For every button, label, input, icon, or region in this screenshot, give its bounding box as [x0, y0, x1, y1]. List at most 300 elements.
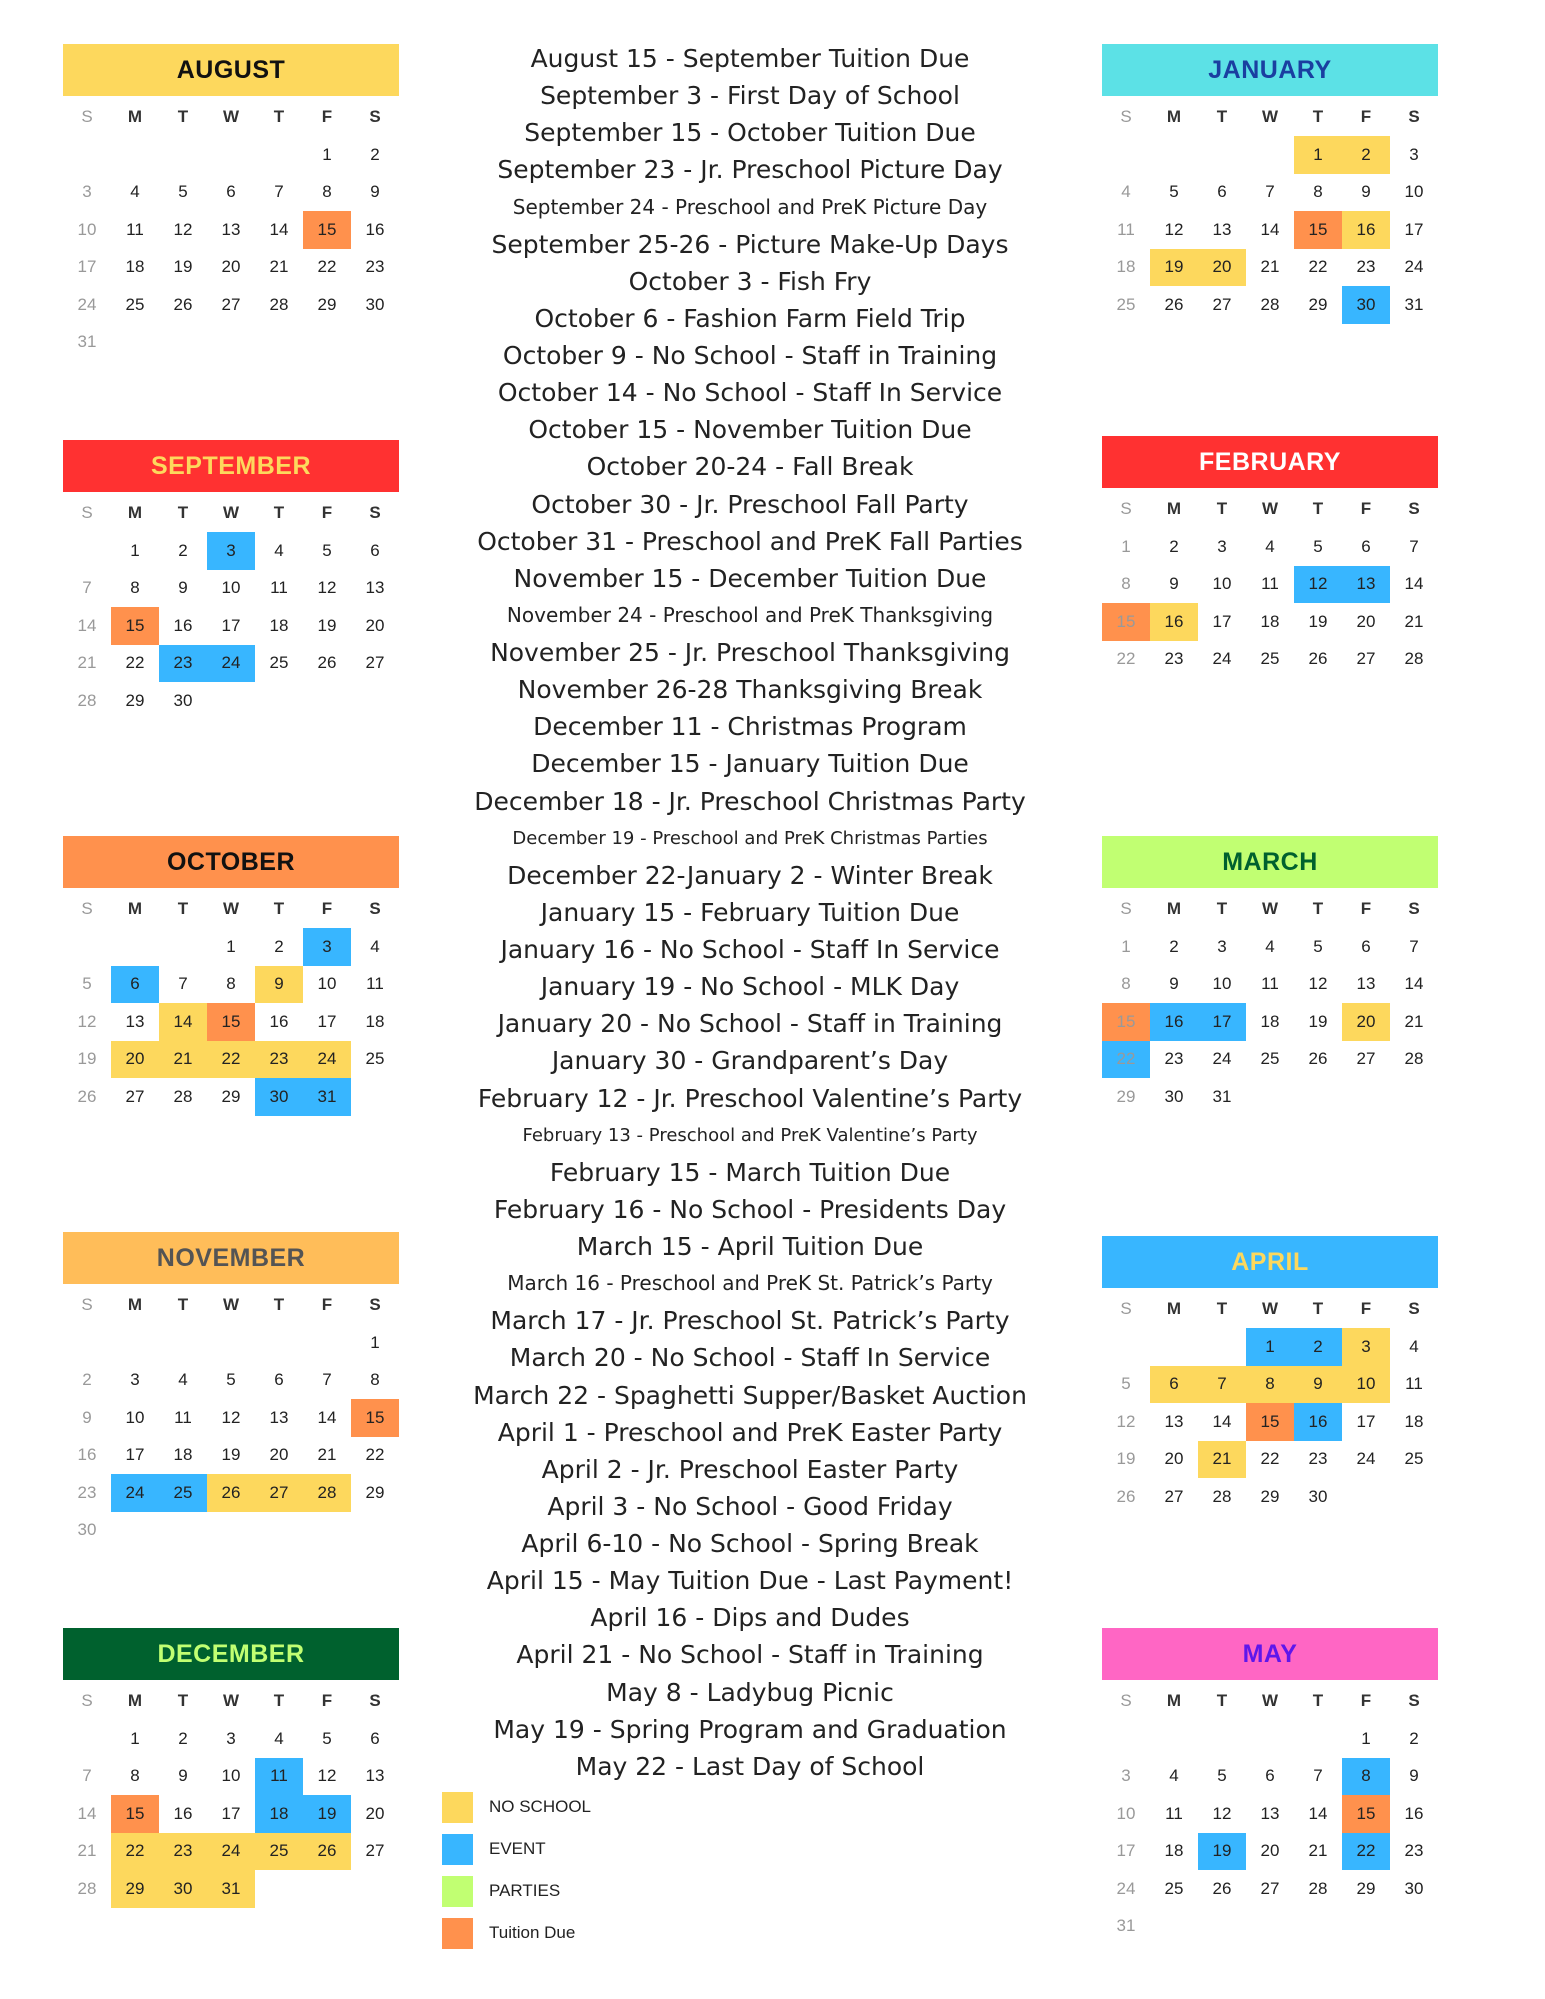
day-cell: 31 [207, 1870, 255, 1908]
day-cell: 14 [1404, 574, 1424, 594]
day-cell: 17 [1212, 611, 1232, 631]
event-item: December 22-January 2 - Winter Break [507, 860, 993, 890]
day-cell: 13 [1342, 566, 1390, 604]
day-cell: 25 [125, 294, 145, 314]
weekday-header [63, 1290, 399, 1320]
day-cell: 14 [269, 219, 289, 239]
day-cell: 27 [1212, 294, 1232, 314]
weekday-header [63, 498, 399, 528]
day-cell: 17 [221, 1803, 241, 1823]
month-title: OCTOBER [63, 836, 399, 888]
day-cell: 24 [207, 1833, 255, 1871]
month-title: SEPTEMBER [63, 440, 399, 492]
weekday-label: W [1261, 899, 1279, 918]
empty-cell [1246, 1720, 1294, 1758]
day-cell: 10 [1212, 974, 1232, 994]
day-cell: 19 [77, 1049, 97, 1069]
empty-cell [1102, 1328, 1150, 1366]
day-cell: 1 [1121, 936, 1131, 956]
day-cell: 8 [1342, 1758, 1390, 1796]
day-cell: 14 [77, 1803, 97, 1823]
day-cell: 2 [1294, 1328, 1342, 1366]
day-cell: 21 [317, 1445, 337, 1465]
day-cell: 8 [130, 1766, 140, 1786]
day-cell: 12 [317, 578, 337, 598]
weekday-label: T [177, 503, 189, 522]
weekday-label: F [1360, 1299, 1372, 1318]
day-cell: 14 [1404, 974, 1424, 994]
day-cell: 2 [82, 1370, 92, 1390]
weekday-label: T [1312, 1299, 1324, 1318]
event-item: January 19 - No School - MLK Day [540, 972, 960, 1002]
weekday-label: F [321, 899, 333, 918]
month-february [1102, 436, 1438, 678]
day-cell: 7 [82, 578, 92, 598]
weekday-label: S [1120, 899, 1132, 918]
day-cell: 18 [1260, 611, 1280, 631]
day-cell: 16 [1342, 211, 1390, 249]
month-december [63, 1628, 399, 1908]
weekday-label: M [127, 503, 143, 522]
day-cell: 29 [1356, 1878, 1376, 1898]
day-cell: 26 [77, 1086, 97, 1106]
weekday-label: M [1166, 899, 1182, 918]
day-cell: 29 [125, 690, 145, 710]
day-cell: 22 [1308, 257, 1328, 277]
day-cell: 26 [303, 1833, 351, 1871]
event-item: September 24 - Preschool and PreK Picture Day [512, 194, 988, 219]
weekday-label: S [1120, 1299, 1132, 1318]
weekday-header [63, 894, 399, 924]
day-cell: 25 [1164, 1878, 1184, 1898]
day-cell: 9 [82, 1407, 92, 1427]
weekday-label: S [1120, 499, 1132, 518]
day-cell: 27 [125, 1086, 145, 1106]
day-cell: 29 [221, 1086, 241, 1106]
empty-cell [159, 1324, 207, 1362]
day-cell: 15 [111, 1795, 159, 1833]
legend-swatch [442, 1918, 473, 1949]
day-cell: 8 [1121, 974, 1131, 994]
day-cell: 27 [1260, 1878, 1280, 1898]
day-cell: 5 [322, 1728, 332, 1748]
day-cell: 19 [221, 1445, 241, 1465]
day-cell: 27 [1164, 1486, 1184, 1506]
day-cell: 12 [1294, 566, 1342, 604]
day-cell: 28 [269, 294, 289, 314]
day-cell: 24 [1356, 1449, 1376, 1469]
event-item: January 16 - No School - Staff In Service [500, 935, 1000, 964]
day-cell: 11 [126, 219, 144, 239]
event-item: October 15 - November Tuition Due [528, 415, 972, 445]
weekday-label: F [321, 1295, 333, 1314]
day-cell: 11 [366, 974, 384, 994]
day-cell: 21 [1198, 1441, 1246, 1479]
day-cell: 4 [1169, 1766, 1179, 1786]
day-cell: 27 [255, 1474, 303, 1512]
day-cell: 23 [1164, 1049, 1184, 1069]
day-cell: 13 [1212, 219, 1232, 239]
day-cell: 18 [365, 1011, 385, 1031]
day-cell: 17 [1116, 1841, 1136, 1861]
day-cell: 29 [365, 1482, 385, 1502]
month-title: MAY [1102, 1628, 1438, 1680]
weekday-label: F [321, 503, 333, 522]
day-cell: 4 [1121, 182, 1131, 202]
event-item: March 22 - Spaghetti Supper/Basket Auction [473, 1380, 1027, 1410]
weekday-label: T [1216, 107, 1228, 126]
day-cell: 3 [1217, 536, 1227, 556]
weekday-label: F [1360, 499, 1372, 518]
day-cell: 7 [82, 1766, 92, 1786]
day-cell: 6 [1265, 1766, 1275, 1786]
day-cell: 24 [1116, 1878, 1136, 1898]
day-cell: 22 [125, 653, 145, 673]
day-cell: 2 [274, 936, 284, 956]
month-title: AUGUST [63, 44, 399, 96]
day-cell: 26 [1212, 1878, 1232, 1898]
day-cell: 19 [1116, 1449, 1136, 1469]
month-title: DECEMBER [63, 1628, 399, 1680]
day-cell: 15 [1342, 1795, 1390, 1833]
weekday-label: T [273, 1691, 285, 1710]
weekday-label: S [81, 1691, 93, 1710]
weekday-header [1102, 102, 1438, 132]
day-cell: 7 [322, 1370, 332, 1390]
month-august [63, 44, 399, 361]
day-cell: 28 [1260, 294, 1280, 314]
day-cell: 5 [1313, 536, 1323, 556]
weekday-label: S [369, 107, 381, 126]
day-cell: 24 [1404, 257, 1424, 277]
month-title: JANUARY [1102, 44, 1438, 96]
day-grid [63, 1720, 399, 1908]
empty-cell [303, 1324, 351, 1362]
weekday-label: F [1360, 1691, 1372, 1710]
day-cell: 4 [1409, 1336, 1419, 1356]
day-cell: 2 [370, 144, 380, 164]
day-cell: 13 [269, 1407, 289, 1427]
day-cell: 13 [125, 1011, 145, 1031]
day-cell: 1 [130, 1728, 140, 1748]
day-cell: 14 [1212, 1411, 1232, 1431]
day-cell: 8 [1246, 1366, 1294, 1404]
day-cell: 30 [77, 1520, 97, 1540]
day-cell: 12 [221, 1407, 241, 1427]
event-item: October 9 - No School - Staff in Training [502, 341, 998, 370]
event-item: March 20 - No School - Staff In Service [509, 1343, 991, 1373]
day-cell: 13 [221, 219, 241, 239]
event-item: September 25-26 - Picture Make-Up Days [491, 229, 1009, 259]
day-cell: 3 [82, 182, 92, 202]
day-cell: 25 [159, 1474, 207, 1512]
day-cell: 25 [365, 1049, 385, 1069]
weekday-label: W [222, 1295, 240, 1314]
weekday-label: S [81, 107, 93, 126]
empty-cell [207, 136, 255, 174]
day-cell: 6 [370, 1728, 380, 1748]
day-cell: 3 [303, 928, 351, 966]
day-grid [1102, 528, 1438, 678]
event-item: February 12 - Jr. Preschool Valentine’s Party [477, 1083, 1023, 1113]
day-cell: 23 [77, 1482, 97, 1502]
day-cell: 17 [1404, 219, 1424, 239]
weekday-label: S [369, 899, 381, 918]
day-cell: 10 [1342, 1366, 1390, 1404]
empty-cell [1198, 1720, 1246, 1758]
day-cell: 5 [1313, 936, 1323, 956]
day-cell: 19 [303, 1795, 351, 1833]
weekday-label: T [273, 503, 285, 522]
event-item: April 2 - Jr. Preschool Easter Party [541, 1454, 959, 1484]
day-cell: 14 [77, 615, 97, 635]
day-cell: 24 [1212, 649, 1232, 669]
day-cell: 17 [1356, 1411, 1376, 1431]
event-item: April 15 - May Tuition Due - Last Payment! [486, 1566, 1014, 1596]
day-cell: 18 [255, 1795, 303, 1833]
empty-cell [1102, 136, 1150, 174]
day-cell: 3 [1121, 1766, 1131, 1786]
day-cell: 29 [1116, 1086, 1136, 1106]
event-item: December 19 - Preschool and PreK Christmas Parties [512, 827, 988, 849]
month-title: MARCH [1102, 836, 1438, 888]
empty-cell [111, 1324, 159, 1362]
day-grid [63, 532, 399, 720]
day-cell: 15 [1102, 603, 1150, 641]
day-cell: 8 [226, 974, 236, 994]
day-cell: 2 [1342, 136, 1390, 174]
event-item: November 26-28 Thanksgiving Break [517, 675, 983, 705]
day-cell: 31 [303, 1078, 351, 1116]
day-cell: 22 [365, 1445, 385, 1465]
day-cell: 15 [303, 211, 351, 249]
event-item: February 13 - Preschool and PreK Valentine’s Party [522, 1124, 978, 1146]
day-cell: 13 [365, 578, 385, 598]
weekday-label: T [1312, 1691, 1324, 1710]
event-item: October 14 - No School - Staff In Service [497, 378, 1003, 408]
day-cell: 14 [317, 1407, 337, 1427]
day-cell: 22 [317, 257, 337, 277]
day-cell: 6 [370, 540, 380, 560]
day-cell: 25 [1404, 1449, 1424, 1469]
event-item: December 15 - January Tuition Due [531, 749, 969, 779]
weekday-label: T [1216, 899, 1228, 918]
legend-label: Tuition Due [489, 1923, 576, 1942]
event-item: October 6 - Fashion Farm Field Trip [534, 303, 966, 333]
day-cell: 6 [1150, 1366, 1198, 1404]
day-cell: 20 [111, 1041, 159, 1079]
day-cell: 6 [226, 182, 236, 202]
day-cell: 15 [351, 1399, 399, 1437]
month-march [1102, 836, 1438, 1116]
day-cell: 20 [1198, 249, 1246, 287]
day-cell: 24 [207, 645, 255, 683]
day-cell: 30 [173, 690, 193, 710]
weekday-label: S [369, 503, 381, 522]
day-cell: 14 [159, 1003, 207, 1041]
day-cell: 1 [130, 540, 140, 560]
day-cell: 1 [370, 1332, 380, 1352]
day-cell: 16 [269, 1011, 289, 1031]
weekday-header [1102, 1686, 1438, 1716]
event-item: February 15 - March Tuition Due [549, 1157, 951, 1187]
day-cell: 9 [178, 1766, 188, 1786]
day-cell: 26 [1308, 649, 1328, 669]
weekday-label: W [1261, 1691, 1279, 1710]
day-cell: 12 [173, 219, 193, 239]
day-cell: 27 [365, 1841, 385, 1861]
day-cell: 12 [1308, 974, 1328, 994]
day-grid [1102, 928, 1438, 1116]
legend-item [442, 1786, 591, 1828]
weekday-label: T [273, 107, 285, 126]
day-cell: 20 [1164, 1449, 1184, 1469]
day-cell: 1 [322, 144, 332, 164]
day-cell: 9 [1294, 1366, 1342, 1404]
weekday-label: F [321, 1691, 333, 1710]
empty-cell [207, 1324, 255, 1362]
event-item: November 25 - Jr. Preschool Thanksgiving [490, 638, 1010, 667]
event-item: December 18 - Jr. Preschool Christmas Party [474, 786, 1026, 816]
weekday-label: S [1120, 1691, 1132, 1710]
day-grid [1102, 1720, 1438, 1945]
day-cell: 24 [303, 1041, 351, 1079]
month-april [1102, 1236, 1438, 1516]
event-item: April 3 - No School - Good Friday [547, 1491, 953, 1521]
weekday-header [1102, 494, 1438, 524]
day-cell: 23 [365, 257, 385, 277]
weekday-label: T [1312, 107, 1324, 126]
day-cell: 11 [1165, 1803, 1183, 1823]
day-cell: 13 [365, 1766, 385, 1786]
day-cell: 27 [1356, 649, 1376, 669]
day-cell: 17 [317, 1011, 337, 1031]
day-cell: 31 [1212, 1086, 1232, 1106]
legend-label: PARTIES [489, 1881, 561, 1900]
event-item: May 8 - Ladybug Picnic [606, 1677, 894, 1707]
day-cell: 20 [269, 1445, 289, 1465]
event-item: December 11 - Christmas Program [533, 712, 967, 742]
day-cell: 23 [1404, 1841, 1424, 1861]
day-cell: 10 [221, 578, 241, 598]
empty-cell [159, 136, 207, 174]
day-cell: 7 [1409, 936, 1419, 956]
day-cell: 26 [1164, 294, 1184, 314]
day-cell: 11 [255, 1758, 303, 1796]
weekday-label: S [81, 503, 93, 522]
weekday-label: M [1166, 1691, 1182, 1710]
day-cell: 21 [1404, 1011, 1424, 1031]
day-cell: 15 [1246, 1403, 1294, 1441]
day-cell: 10 [317, 974, 337, 994]
day-cell: 18 [1260, 1011, 1280, 1031]
day-cell: 8 [1313, 182, 1323, 202]
day-cell: 28 [1212, 1486, 1232, 1506]
day-cell: 25 [255, 1833, 303, 1871]
day-cell: 15 [111, 607, 159, 645]
day-cell: 5 [1121, 1374, 1131, 1394]
day-cell: 21 [269, 257, 289, 277]
day-cell: 29 [317, 294, 337, 314]
day-cell: 26 [207, 1474, 255, 1512]
day-cell: 20 [221, 257, 241, 277]
day-cell: 27 [365, 653, 385, 673]
day-cell: 24 [1212, 1049, 1232, 1069]
day-cell: 11 [1261, 974, 1279, 994]
empty-cell [1294, 1720, 1342, 1758]
day-cell: 3 [1217, 936, 1227, 956]
day-cell: 30 [255, 1078, 303, 1116]
weekday-label: W [1261, 1299, 1279, 1318]
day-cell: 16 [1404, 1803, 1424, 1823]
day-cell: 28 [303, 1474, 351, 1512]
day-cell: 21 [1260, 257, 1280, 277]
day-cell: 19 [1150, 249, 1198, 287]
legend-swatch [442, 1834, 473, 1865]
weekday-label: M [127, 899, 143, 918]
day-cell: 2 [1409, 1728, 1419, 1748]
legend-item [442, 1870, 591, 1912]
legend-label: EVENT [489, 1839, 546, 1858]
day-cell: 22 [1342, 1833, 1390, 1871]
day-cell: 8 [1121, 574, 1131, 594]
day-cell: 5 [178, 182, 188, 202]
day-cell: 1 [1121, 536, 1131, 556]
empty-cell [159, 928, 207, 966]
month-may [1102, 1628, 1438, 1945]
event-item: September 15 - October Tuition Due [524, 118, 976, 148]
weekday-label: T [273, 899, 285, 918]
day-cell: 11 [1405, 1374, 1423, 1394]
day-cell: 7 [1265, 182, 1275, 202]
weekday-label: T [1312, 899, 1324, 918]
day-cell: 7 [1409, 536, 1419, 556]
day-cell: 18 [1116, 257, 1136, 277]
day-cell: 9 [255, 966, 303, 1004]
day-cell: 16 [1294, 1403, 1342, 1441]
weekday-label: S [1408, 899, 1420, 918]
day-cell: 5 [1169, 182, 1179, 202]
empty-cell [1246, 136, 1294, 174]
event-item: September 3 - First Day of School [540, 81, 960, 111]
day-cell: 23 [1356, 257, 1376, 277]
day-cell: 19 [173, 257, 193, 277]
event-item: April 6-10 - No School - Spring Break [521, 1529, 979, 1558]
day-cell: 20 [365, 615, 385, 635]
day-cell: 7 [178, 974, 188, 994]
day-cell: 26 [1116, 1486, 1136, 1506]
day-cell: 18 [269, 615, 289, 635]
empty-cell [1150, 1328, 1198, 1366]
day-cell: 4 [274, 1728, 284, 1748]
day-cell: 9 [1169, 974, 1179, 994]
weekday-header [63, 1686, 399, 1716]
day-cell: 5 [1217, 1766, 1227, 1786]
day-cell: 8 [322, 182, 332, 202]
day-cell: 26 [317, 653, 337, 673]
weekday-label: S [1408, 499, 1420, 518]
weekday-label: S [81, 899, 93, 918]
event-item: March 16 - Preschool and PreK St. Patrick’s Party [507, 1271, 993, 1296]
empty-cell [1198, 136, 1246, 174]
day-cell: 18 [173, 1445, 193, 1465]
event-item: March 17 - Jr. Preschool St. Patrick’s Party [490, 1306, 1010, 1336]
day-cell: 23 [1164, 649, 1184, 669]
weekday-label: S [1408, 1299, 1420, 1318]
day-cell: 6 [111, 966, 159, 1004]
day-cell: 10 [1404, 182, 1424, 202]
day-cell: 24 [111, 1474, 159, 1512]
